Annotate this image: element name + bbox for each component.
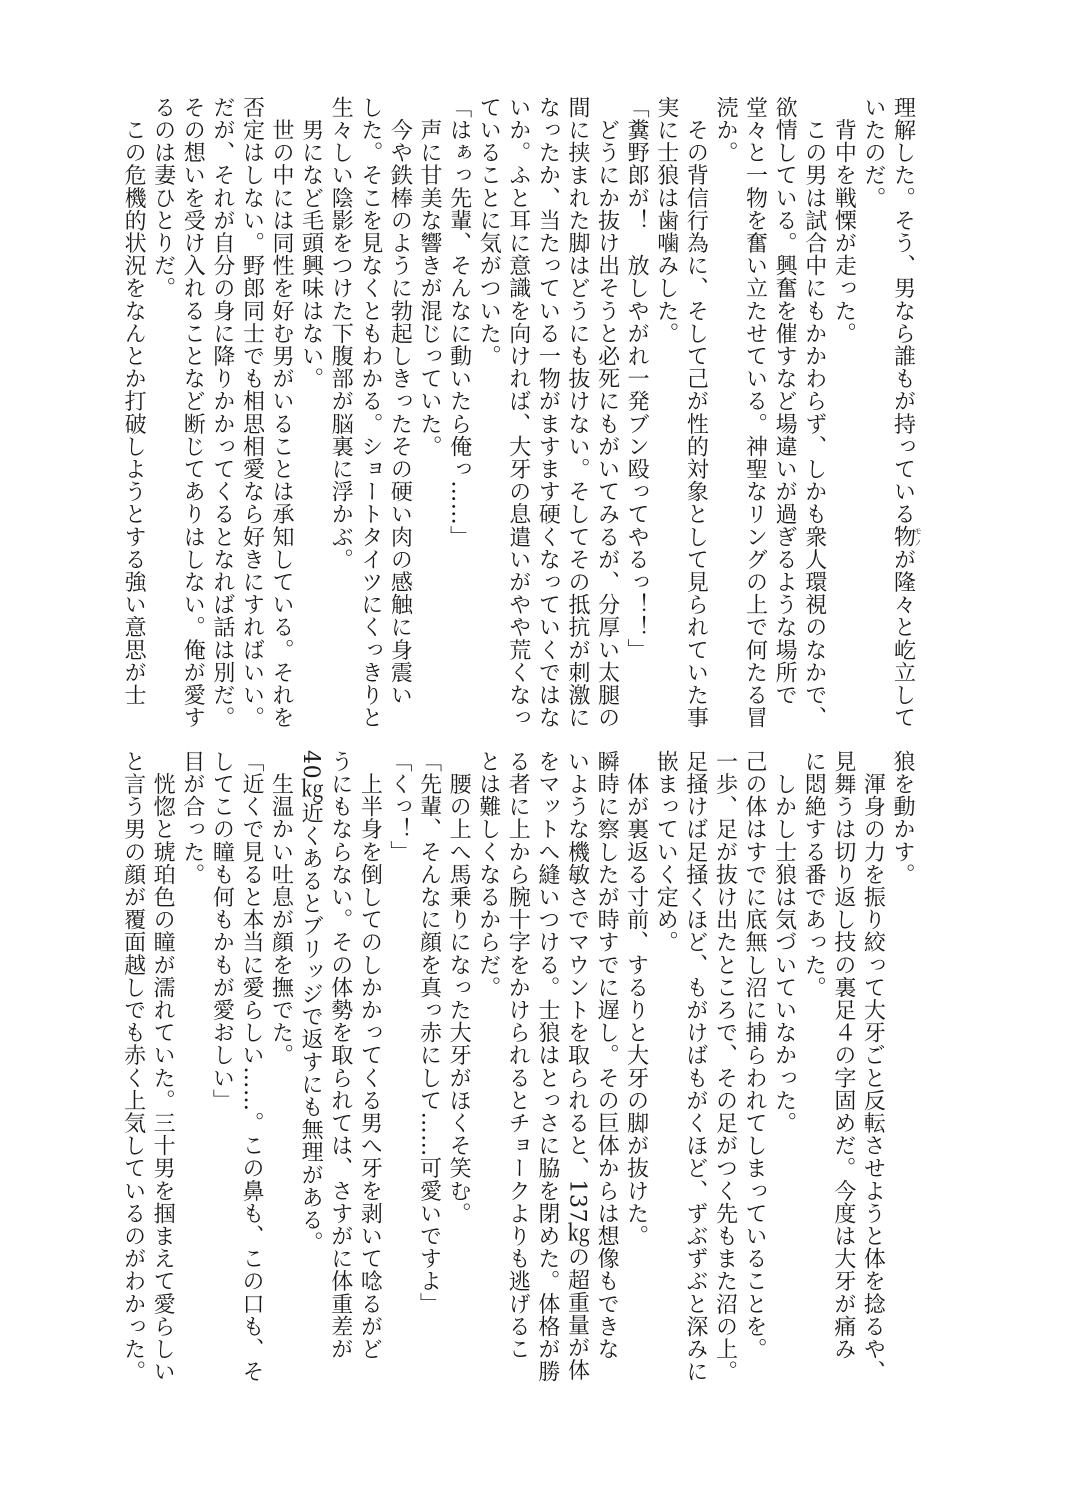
text-line: 否定はしない。野郎同士でも相思相愛なら好きにすればいい。 bbox=[239, 96, 265, 729]
lower-text-block bbox=[118, 750, 917, 1383]
text-line bbox=[888, 96, 923, 729]
text-line: とは難しくなるからだ。 bbox=[475, 750, 501, 999]
text-line: 生々しい陰影をつけた下腹部が脳裏に浮かぶ。 bbox=[328, 96, 354, 571]
text-line: 己の体はすでに底無し沼に捕らわれてしまっていることを。 bbox=[742, 750, 768, 1361]
text-line: 背中を戦慄が走った。 bbox=[831, 96, 857, 345]
text-line: いような機敏さでマウントを取られると、137㎏の超重量が体 bbox=[564, 750, 590, 1382]
text-line: した。そこを見なくともわかる。ショートタイツにくっきりと bbox=[357, 96, 383, 729]
text-line: 恍惚と琥珀色の瞳が濡れていた。三十男を掴まえて愛らしい bbox=[150, 750, 176, 1383]
text-line: なったか、当たっている一物がますます硬くなっていくではな bbox=[535, 96, 561, 729]
text-line: と言う男の顔が覆面越しでも赤く上気しているのがわかった。 bbox=[120, 750, 146, 1383]
text-segment: 理解した。そう、男なら誰もが持っている bbox=[890, 96, 916, 526]
text-line: してこの瞳も何もかもが愛おしい」 bbox=[209, 750, 235, 1112]
text-line: 涜か。 bbox=[712, 96, 738, 164]
ruby-word bbox=[890, 525, 923, 549]
text-line: 渾身の力を振り絞って大牙ごと反転させようと体を捻るや、 bbox=[860, 750, 886, 1383]
text-line: 今や鉄棒のように勃起しきったその硬い肉の感触に身震い bbox=[387, 96, 413, 707]
text-line: 目が合った。 bbox=[179, 750, 205, 886]
text-line: 一歩、足が抜け出たところで、その足がつく先もまた沼の上。 bbox=[712, 750, 738, 1383]
text-line: この危機的状況をなんとか打破しようとする強い意思が士 bbox=[121, 96, 147, 707]
ruby-annotation: モノ bbox=[913, 525, 923, 548]
text-line: だが、それが自分の身に降りかかってくるとなれば話は別だ。 bbox=[209, 96, 235, 729]
text-segment: が隆々と屹立して bbox=[890, 548, 916, 729]
text-line: 狼を動かす。 bbox=[890, 750, 915, 886]
text-line: 「糞野郎が！ 放しやがれ一発ブン殴ってやるっ！！」 bbox=[624, 96, 650, 661]
text-line: 瞬時に察したが時すでに遅し。その巨体からは想像もできな bbox=[594, 750, 620, 1361]
upper-text-block bbox=[118, 96, 923, 729]
text-line: その想いを受け入れることなど断じてありはしない。俺が愛す bbox=[180, 96, 206, 729]
text-line: 「はぁっ先輩、そんなに動いたら俺っ……」 bbox=[446, 96, 472, 548]
text-line: 欲情している。興奮を催すなど場違いが過ぎるような場所で bbox=[772, 96, 798, 707]
text-line: 男になど毛頭興味はない。 bbox=[298, 96, 324, 390]
text-line: うにもならない。その体勢を取られては、さすがに体重差が bbox=[327, 750, 353, 1361]
text-line: 間に挟まれた脚はどうにも抜けない。そしてその抵抗が刺激に bbox=[564, 96, 590, 729]
text-line: をマットへ縫いつける。士狼はとっさに脇を閉めた。体格が勝 bbox=[534, 750, 560, 1383]
text-line: 生温かい吐息が顔を撫でた。 bbox=[268, 750, 294, 1067]
text-line: る者に上から腕十字をかけられるとチョークよりも逃げるこ bbox=[505, 750, 531, 1361]
text-line: その背信行為に、そして己が性的対象として見られていた事 bbox=[683, 96, 709, 729]
text-line: 腰の上へ馬乗りになった大牙がほくそ笑む。 bbox=[446, 750, 472, 1225]
text-line: 見舞うは切り返し技の裏足４の字固めだ。今度は大牙が痛み bbox=[830, 750, 856, 1361]
text-line: どうにか抜け出そうと必死にもがいてみるが、分厚い太腿の bbox=[594, 96, 620, 729]
text-line: 「先輩、そんなに顔を真っ赤にして……可愛いですよ」 bbox=[416, 750, 442, 1315]
text-line: 世の中には同性を好む男がいることは承知している。それを bbox=[269, 96, 295, 729]
text-line: 嵌まっていく定め。 bbox=[653, 750, 679, 954]
text-line: 「くっ！」 bbox=[386, 750, 412, 863]
text-line: いか。ふと耳に意識を向ければ、大牙の息遣いがやや荒くなっ bbox=[505, 96, 531, 729]
text-line: 「近くで見ると本当に愛らしい……。この鼻も、この口も、そ bbox=[238, 750, 264, 1383]
text-line: 足掻けば足掻くほど、もがけばもがくほど、ずぶずぶと深みに bbox=[682, 750, 708, 1383]
text-line: しかし士狼は気づいていなかった。 bbox=[771, 750, 797, 1135]
text-line: ていることに気がついた。 bbox=[476, 96, 502, 368]
text-line: 40㎏近くあるとブリッジで返すにも無理がある。 bbox=[298, 750, 324, 1254]
text-line: 声に甘美な響きが混じっていた。 bbox=[417, 96, 442, 458]
text-line: 上半身を倒してのしかかってくる男へ牙を剥いて唸るがど bbox=[357, 750, 383, 1361]
text-line: この男は試合中にもかかわらず、しかも衆人環視のなかで、 bbox=[801, 96, 827, 729]
text-line: 体が裏返る寸前、するりと大牙の脚が抜けた。 bbox=[623, 750, 649, 1248]
text-line: 堂々と一物を奮い立たせている。神聖なリングの上で何たる冒 bbox=[742, 96, 768, 729]
text-line: いたのだ。 bbox=[860, 96, 886, 209]
text-line: に悶絶する番であった。 bbox=[801, 750, 827, 999]
ruby-base: 物 bbox=[890, 525, 916, 549]
text-line: るのは妻ひとりだ。 bbox=[150, 96, 176, 300]
text-line: 実に士狼は歯噛みした。 bbox=[653, 96, 679, 345]
